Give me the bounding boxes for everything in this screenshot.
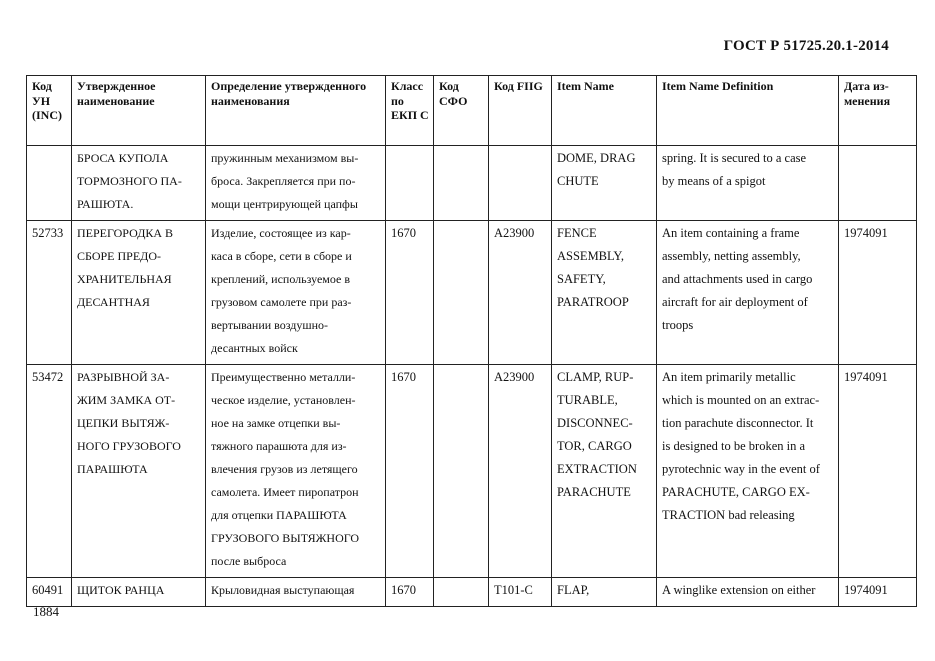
- table-row: [27, 146, 917, 221]
- cell-fiig-code: T101-C: [489, 578, 552, 607]
- cell-line: Крыловидная выступающая: [211, 583, 355, 597]
- cell-line: мощи центрирующей цапфы: [211, 197, 358, 211]
- cell-approved-name: [72, 221, 206, 365]
- cell-line: влечения грузов из летящего: [211, 462, 358, 476]
- cell-line: БРОСА КУПОЛА: [77, 151, 169, 165]
- cell-line: spring. It is secured to a case: [662, 151, 807, 165]
- cell-line: броса. Закрепляется при по-: [211, 174, 356, 188]
- cell-change-date: 1974091: [839, 221, 917, 365]
- cell-line: пружинным механизмом вы-: [211, 151, 359, 165]
- cell-line: после выброса: [211, 554, 287, 568]
- cell-line: РАШЮТА.: [77, 197, 134, 211]
- cell-sfo-code: [434, 578, 489, 607]
- cell-item-definition: [657, 365, 839, 578]
- cell-line: CHUTE: [557, 174, 599, 188]
- cell-fiig-code: [489, 146, 552, 221]
- cell-line: НОГО ГРУЗОВОГО: [77, 439, 181, 453]
- cell-item-definition: [657, 221, 839, 365]
- cell-fiig-code: A23900: [489, 221, 552, 365]
- cell-item-definition: [657, 146, 839, 221]
- document-standard-code: ГОСТ Р 51725.20.1-2014: [723, 38, 889, 54]
- cell-line: troops: [662, 318, 694, 332]
- cell-definition: [206, 578, 386, 607]
- cell-line: ЩИТОК РАНЦА: [77, 583, 165, 597]
- cell-line: tion parachute disconnector. It: [662, 416, 814, 430]
- table-body: [27, 146, 917, 607]
- table-row: [27, 578, 917, 607]
- page-number: 1884: [33, 604, 59, 619]
- cell-inc: 60491: [27, 578, 72, 607]
- cell-line: aircraft for air deployment of: [662, 295, 808, 309]
- cell-line: каса в сборе, сети в сборе и: [211, 249, 352, 263]
- cell-item-name: [552, 221, 657, 365]
- cell-definition: [206, 146, 386, 221]
- cell-definition: [206, 365, 386, 578]
- cell-line: TURABLE,: [557, 393, 618, 407]
- cell-sfo-code: [434, 221, 489, 365]
- cell-line: ДЕСАНТНАЯ: [77, 295, 150, 309]
- cell-line: FLAP,: [557, 583, 590, 597]
- cell-line: ПАРАШЮТА: [77, 462, 148, 476]
- cell-line: TRACTION bad releasing: [662, 508, 795, 522]
- specification-table: [26, 75, 917, 607]
- cell-line: DOME, DRAG: [557, 151, 636, 165]
- cell-line: TOR, CARGO: [557, 439, 632, 453]
- cell-class: 1670: [386, 365, 434, 578]
- cell-line: PARATROOP: [557, 295, 629, 309]
- header-class: Класс по ЕКП С: [386, 76, 434, 146]
- cell-approved-name: [72, 146, 206, 221]
- cell-line: An item containing a frame: [662, 226, 800, 240]
- cell-line: ное на замке отцепки вы-: [211, 416, 341, 430]
- cell-line: by means of a spigot: [662, 174, 766, 188]
- cell-line: and attachments used in cargo: [662, 272, 813, 286]
- cell-line: ASSEMBLY,: [557, 249, 624, 263]
- cell-line: SAFETY,: [557, 272, 606, 286]
- cell-class: 1670: [386, 578, 434, 607]
- cell-line: PARACHUTE: [557, 485, 631, 499]
- cell-item-name: [552, 146, 657, 221]
- cell-line: ГРУЗОВОГО ВЫТЯЖНОГО: [211, 531, 360, 545]
- cell-inc: [27, 146, 72, 221]
- cell-change-date: [839, 146, 917, 221]
- cell-change-date: 1974091: [839, 365, 917, 578]
- header-change-date: Дата из- менения: [839, 76, 917, 146]
- header-inc: Код УН (INC): [27, 76, 72, 146]
- cell-line: assembly, netting assembly,: [662, 249, 801, 263]
- cell-class: 1670: [386, 221, 434, 365]
- cell-line: An item primarily metallic: [662, 370, 796, 384]
- cell-line: PARACHUTE, CARGO EX-: [662, 485, 810, 499]
- cell-change-date: 1974091: [839, 578, 917, 607]
- cell-approved-name: [72, 578, 206, 607]
- table-row: [27, 221, 917, 365]
- table-header-row: [27, 76, 917, 146]
- header-sfo-code: Код СФО: [434, 76, 489, 146]
- cell-line: which is mounted on an extrac-: [662, 393, 820, 407]
- cell-line: Преимущественно металли-: [211, 370, 356, 384]
- cell-line: для отцепки ПАРАШЮТА: [211, 508, 347, 522]
- cell-item-definition: [657, 578, 839, 607]
- cell-class: [386, 146, 434, 221]
- header-fiig-code: Код FIIG: [489, 76, 552, 146]
- cell-line: ТОРМОЗНОГО ПА-: [77, 174, 182, 188]
- cell-line: ческое изделие, установлен-: [211, 393, 356, 407]
- cell-line: самолета. Имеет пиропатрон: [211, 485, 359, 499]
- cell-item-name: [552, 578, 657, 607]
- cell-line: FENCE: [557, 226, 597, 240]
- cell-sfo-code: [434, 146, 489, 221]
- cell-line: ХРАНИТЕЛЬНАЯ: [77, 272, 172, 286]
- cell-line: A winglike extension on either: [662, 583, 816, 597]
- cell-line: DISCONNEC-: [557, 416, 633, 430]
- cell-approved-name: [72, 365, 206, 578]
- cell-line: десантных войск: [211, 341, 298, 355]
- cell-line: ЖИМ ЗАМКА ОТ-: [77, 393, 176, 407]
- cell-line: pyrotechnic way in the event of: [662, 462, 820, 476]
- cell-line: креплений, используемое в: [211, 272, 351, 286]
- cell-line: тяжного парашюта для из-: [211, 439, 347, 453]
- cell-line: грузовом самолете при раз-: [211, 295, 352, 309]
- cell-inc: 52733: [27, 221, 72, 365]
- cell-line: СБОРЕ ПРЕДО-: [77, 249, 161, 263]
- header-approved-name-definition: Определение утвержденного наименования: [206, 76, 386, 146]
- cell-inc: 53472: [27, 365, 72, 578]
- cell-item-name: [552, 365, 657, 578]
- cell-line: Изделие, состоящее из кар-: [211, 226, 351, 240]
- table-row: [27, 365, 917, 578]
- header-item-name: Item Name: [552, 76, 657, 146]
- cell-line: РАЗРЫВНОЙ ЗА-: [77, 370, 170, 384]
- cell-fiig-code: A23900: [489, 365, 552, 578]
- cell-line: вертывании воздушно-: [211, 318, 329, 332]
- cell-line: CLAMP, RUP-: [557, 370, 634, 384]
- cell-line: ПЕРЕГОРОДКА В: [77, 226, 174, 240]
- cell-line: ЦЕПКИ ВЫТЯЖ-: [77, 416, 170, 430]
- header-item-name-definition: Item Name Definition: [657, 76, 839, 146]
- header-approved-name: Утвержденное наименование: [72, 76, 206, 146]
- cell-line: is designed to be broken in a: [662, 439, 806, 453]
- cell-line: EXTRACTION: [557, 462, 637, 476]
- cell-sfo-code: [434, 365, 489, 578]
- cell-definition: [206, 221, 386, 365]
